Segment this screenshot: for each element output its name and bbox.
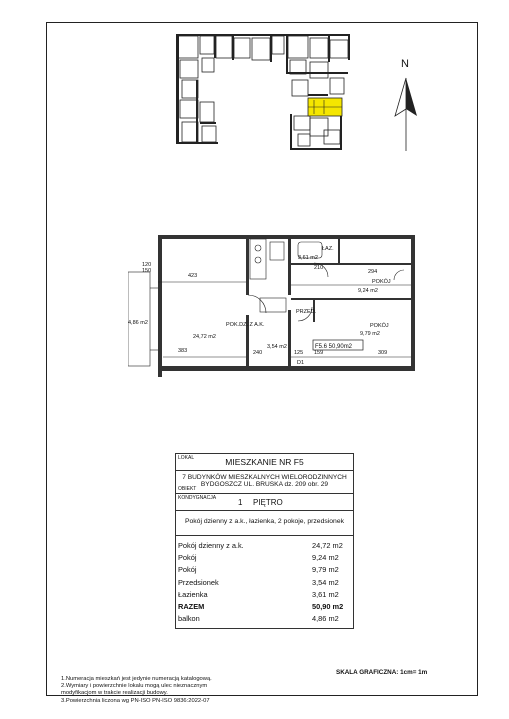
svg-text:120: 120: [142, 262, 152, 268]
svg-text:383: 383: [178, 348, 188, 354]
building-line-2: BYDGOSZCZ UL. BRUSKA dz. 209 obr. 29: [200, 481, 329, 488]
areas-list: [176, 536, 353, 628]
svg-text:294: 294: [368, 269, 378, 275]
svg-text:3,61 m2: 3,61 m2: [298, 255, 318, 261]
area-row: balkon 4,86 m2: [178, 614, 339, 624]
svg-text:423: 423: [188, 273, 198, 279]
note-line: 2.Wymiary i powierzchnie lokalu mogą ulec nieznacznym: [61, 683, 208, 690]
obiekt-label: OBIEKT: [178, 486, 197, 492]
svg-text:4,86 m2: 4,86 m2: [128, 320, 148, 326]
svg-text:150: 150: [142, 268, 152, 274]
svg-text:210: 210: [314, 265, 324, 271]
kondygnacja-label: KONDYGNACJA: [178, 495, 217, 501]
area-row: Przedsionek 3,54 m2: [178, 577, 339, 587]
svg-text:24,72 m2: 24,72 m2: [193, 334, 216, 340]
svg-text:POK.DZ. Z A.K.: POK.DZ. Z A.K.: [226, 322, 265, 328]
area-row: Pokój 9,24 m2: [178, 552, 339, 562]
note-line: 3.Powierzchnia liczona wg PN-ISO PN-ISO 9836:2022-07: [61, 697, 210, 704]
svg-text:PRZED.: PRZED.: [296, 309, 317, 315]
svg-text:9,24 m2: 9,24 m2: [358, 288, 378, 294]
svg-text:3,54 m2: 3,54 m2: [267, 344, 287, 350]
area-row: Pokój 9,79 m2: [178, 565, 339, 575]
svg-text:ŁAZ.: ŁAZ.: [322, 246, 334, 252]
svg-text:POKÓJ: POKÓJ: [372, 279, 391, 285]
svg-text:F5.6 50,90m2: F5.6 50,90m2: [315, 344, 353, 350]
note-line: modyfikacjom w trakcie realizacji budowy.: [61, 690, 168, 697]
floor-name: PIĘTRO: [253, 498, 283, 507]
svg-text:D1: D1: [297, 360, 305, 366]
area-row: Pokój dzienny z a.k. 24,72 m2: [178, 540, 343, 550]
apartment-description: Pokój dzienny z a.k., łazienka, 2 pokoje, przedsionek: [184, 518, 345, 525]
site-key-plan: [170, 30, 360, 155]
graphic-scale-label: SKALA GRAFICZNA: 1cm= 1m: [336, 669, 428, 676]
north-arrow-icon: [393, 76, 419, 156]
area-total-row: RAZEM 50,90 m2: [178, 602, 344, 612]
apartment-info-table: [175, 453, 354, 629]
svg-text:POKÓJ: POKÓJ: [370, 323, 389, 329]
svg-text:9,79 m2: 9,79 m2: [360, 331, 380, 337]
svg-text:309: 309: [378, 350, 388, 356]
building-line-1: 7 BUDYNKÓW MIESZKALNYCH WIELORODZINNYCH: [182, 474, 347, 481]
apartment-title: MIESZKANIE NR F5: [225, 457, 304, 467]
area-row: Łazienka 3,61 m2: [178, 589, 339, 599]
floor-number: 1: [238, 498, 243, 507]
svg-text:240: 240: [253, 350, 263, 356]
north-label: N: [401, 58, 409, 70]
note-line: 1.Numeracja mieszkań jest jedynie numeracją katalogową.: [61, 676, 212, 682]
notes: [61, 676, 212, 705]
svg-text:159: 159: [314, 350, 324, 356]
floor-plan: [128, 230, 428, 380]
lokal-label: LOKAL: [178, 455, 195, 461]
svg-text:125: 125: [294, 350, 304, 356]
